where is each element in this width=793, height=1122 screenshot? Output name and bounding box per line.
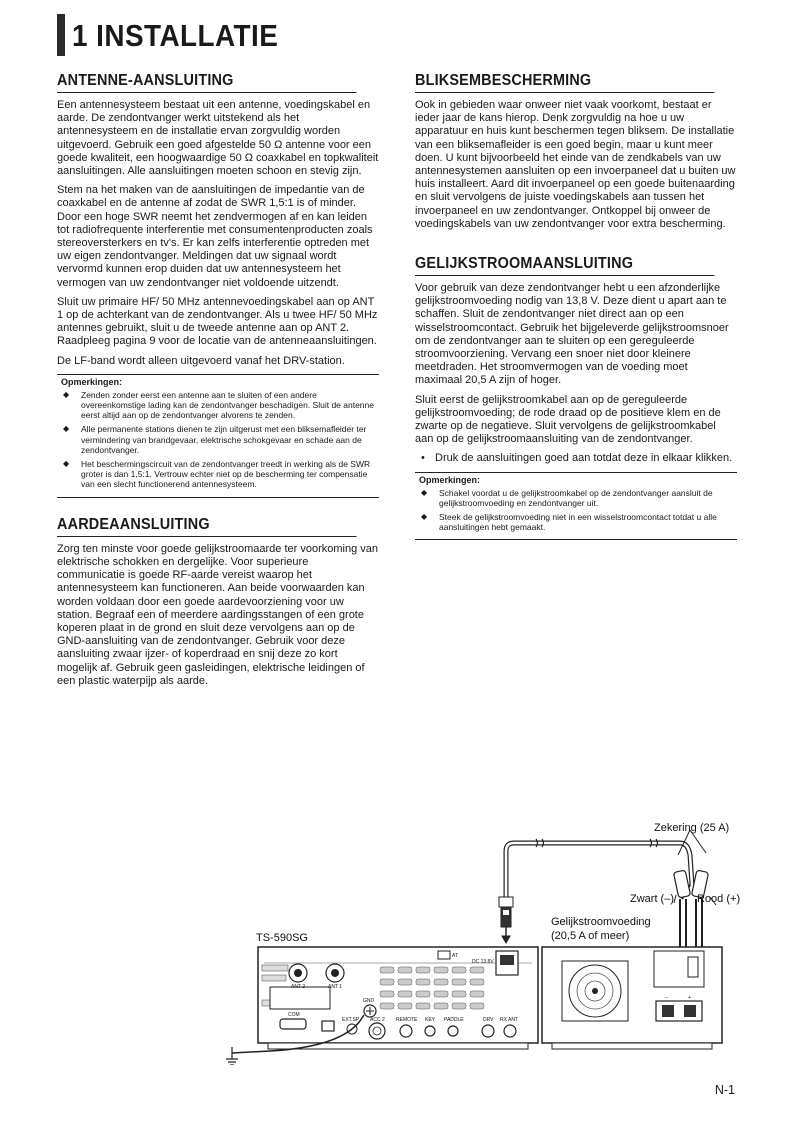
gnd-terminal [363,998,376,1017]
antenna-note-3: ◆ Het beschermingscircuit van de zendontvanger treedt in werking als de SWR groter is dan 1,5:1. Vertrouw echter niet op de bescherming ter compensatie van een slecht functionerend antennesysteem. [57,459,379,490]
plus-terminal-label: + [688,995,691,1001]
antenna-section [57,72,379,498]
dc-port-label: DC 13.8V [472,959,494,965]
paddle-port-label: PADDLE [444,1017,464,1023]
ant2-port-label: ANT 2 [291,984,306,990]
rxant-port-label: RX ANT [500,1017,519,1023]
dc-section [415,255,737,540]
drv-connector [482,1017,494,1037]
lightning-heading: BLIKSEMBESCHERMING [415,72,714,93]
right-column [415,72,737,558]
minus-terminal-label: – [665,995,668,1001]
acc2-connector [369,1017,385,1039]
at-connector [438,951,458,959]
dc-connection-diagram [210,815,750,1065]
chapter-title: 1 INSTALLATIE [72,18,279,53]
dc-note-2: ◆ Steek de gelijkstroomvoeding niet in een wisselstroomcontact totdat u alle aansluitingen hebt gemaakt. [415,512,737,532]
antenna-note-2: ◆ Alle permanente stations dienen te zijn uitgerust met een bliksemafleider ter vermindering van brandgevaar, elektrische schokgevaar en schade aan de zendontvanger. [57,424,379,455]
at-port-label: AT [452,953,459,959]
left-column [57,72,379,694]
ant1-connector [326,964,344,990]
antenna-paragraph-2: Stem na het maken van de aansluitingen de impedantie van de coaxkabel en de antenne af zodat de SWR 1,5:1 is of minder. Door een hoge SWR neemt het zendvermogen af en kan leiden tot radiofrequente interferentie met consumentenproducten zoals stereoversterkers en tv's. Er kan zelfs interferentie optreden met uw eigen zendontvanger. Meldingen dat uw signaal wordt vervormd kunnen erop duiden dat uw antennesysteem het vermogen van uw zendontvanger niet voldoende uitzendt. [57,184,373,289]
dc-notes-title: Opmerkingen: [419,474,481,485]
com-port-label: COM [288,1012,300,1018]
lightning-section [415,72,737,231]
transceiver-model-label: TS-590SG [256,932,308,944]
power-supply-unit [542,947,722,1049]
ground-paragraph-1: Zorg ten minste voor goede gelijkstroomaarde ter voorkoming van elektrische schokken en dergelijke. Voor superieure communicatie is goede RF-aarde vereist waarop het antennesysteem kan functioneren. Aan beide voorwaarden kan worden voldaan door een goede aardevoorziening voor uw station. Begraaf een of meerdere aardingsstangen of een grote koperen plaat in de grond en sluit deze vervolgens aan op de GND-aansluiting van de zendontvanger. Gebruik voor deze aansluiting zwaar ijzer- of koperdraad en snij deze zo kort mogelijk af. Gebruik geen gasleidingen, elektrische leidingen of een plastic waterpijp als aarde. [57,542,378,687]
usb-connector [322,1021,334,1031]
ground-section [57,516,379,688]
antenna-paragraph-1: Een antennesysteem bestaat uit een antenne, voedingskabel en aarde. De zendontvanger werkt uitstekend als het antennesysteem en de installatie ervan zorgvuldig worden uitgevoerd. Gebruik een goed afgestelde 50 Ω antenne voor een goede kwaliteit, een hoogwaardige 50 Ω coaxkabel en topkwaliteit aansluitingen. Alle aansluitingen moeten schoon en stevig zijn. [57,99,379,178]
acc2-port-label: ACC 2 [370,1017,385,1023]
antenna-notes-title: Opmerkingen: [61,376,123,387]
dc-plug [499,897,513,943]
antenna-notes [57,374,379,498]
antenna-paragraph-3: Sluit uw primaire HF/ 50 MHz antennevoedingskabel aan op ANT 1 op de achterkant van de zendontvanger. Als u twee HF/ 50 MHz antennes gebruikt, sluit u de tweede antenne aan op ANT 2. Raadpleeg pagina 9 voor de locatie van de antenneaansluitingen. [57,295,378,348]
ground-heading: AARDEAANSLUITING [57,516,356,537]
dc-notes [415,472,737,541]
ant1-port-label: ANT 1 [328,984,343,990]
power-supply-label-line1: Gelijkstroomvoeding [551,916,651,928]
dc-note-1: ◆ Schakel voordat u de gelijkstroomkabel op de zendontvanger aansluit de gelijkstroomvoeding en zendontvanger uit. [415,488,737,508]
antenna-paragraph-4: De LF-band wordt alleen uitgevoerd vanaf het DRV-station. [57,354,345,367]
extsp-port-label: EXT.SP [342,1017,360,1023]
section-gap [415,237,737,255]
antenna-note-1: ◆ Zenden zonder eerst een antenne aan te sluiten of een andere overeenkomstige lading kan de zendontvanger beschadigen. Sluit de antenne eerst altijd aan op de zendontvanger alvorens te zenden. [57,390,379,421]
fuse-label: Zekering (25 A) [654,822,730,834]
page-number: N-1 [714,1083,735,1097]
power-supply-label-line2: (20,5 A of meer) [551,930,630,942]
remote-port-label: REMOTE [396,1017,418,1023]
antenna-heading: ANTENNE-AANSLUITING [57,72,356,93]
black-wire-label: Zwart (–) [630,893,674,905]
gnd-port-label: GND [363,998,375,1004]
chapter-title-bar [57,14,65,56]
dc-paragraph-1: Voor gebruik van deze zendontvanger hebt u een afzonderlijke gelijkstroomvoeding nodig van 13,8 V. Deze dient u apart aan te schaffen. Sluit de zendontvanger niet direct aan op een wisselstroomcontact. Gebruik het bijgeleverde gelijkstroomsnoer om de zendontvanger aan te sluiten op een gereguleerde stroomvoorziening. Vervang een snoer niet door kleinere meetdraden. Het stroomvermogen van de voeding moet maximaal 20,5 A zijn of hoger. [415,282,729,387]
dc-bullet: • Druk de aansluitingen goed aan totdat deze in elkaar klikken. [415,452,737,465]
dc-heading: GELIJKSTROOMAANSLUITING [415,255,714,276]
key-port-label: KEY [425,1017,436,1023]
dc-paragraph-2: Sluit eerst de gelijkstroomkabel aan op de gereguleerde gelijkstroomvoeding; de rode draad op de positieve klem en de zwarte op de negatieve. Sluit vervolgens de gelijkstroomkabel aan op de gelijkstroomaansluiting van de zendontvanger. [415,393,721,446]
red-wire-label: Rood (+) [697,893,741,905]
lightning-paragraph-1: Ook in gebieden waar onweer niet vaak voorkomt, bestaat er ieder jaar de kans hierop. Denk zorgvuldig na hoe u uw apparatuur en huis kunt beschermen tegen bliksem. De installatie van een bliksemafleider is een goed begin, maar u kunt meer doen. U kunt bijvoorbeeld het einde van de zendkabels van uw antennesystemen aansluiten op een invoerpaneel dat u buiten uw huis installeert. Aard dit invoerpaneel op een goede buitenaarding en sluit vervolgens de juiste voedingskabels aan tussen het invoerpaneel en uw zendontvanger. Ontkoppel bij onweer de voedingskabels van uw zendontvanger voor extra bescherming. [415,99,736,230]
transceiver-rear-panel [258,947,538,1049]
drv-port-label: DRV [483,1017,494,1023]
ant2-connector [289,964,307,990]
dc-cable [506,839,692,897]
fan-grille-icon [562,961,628,1021]
